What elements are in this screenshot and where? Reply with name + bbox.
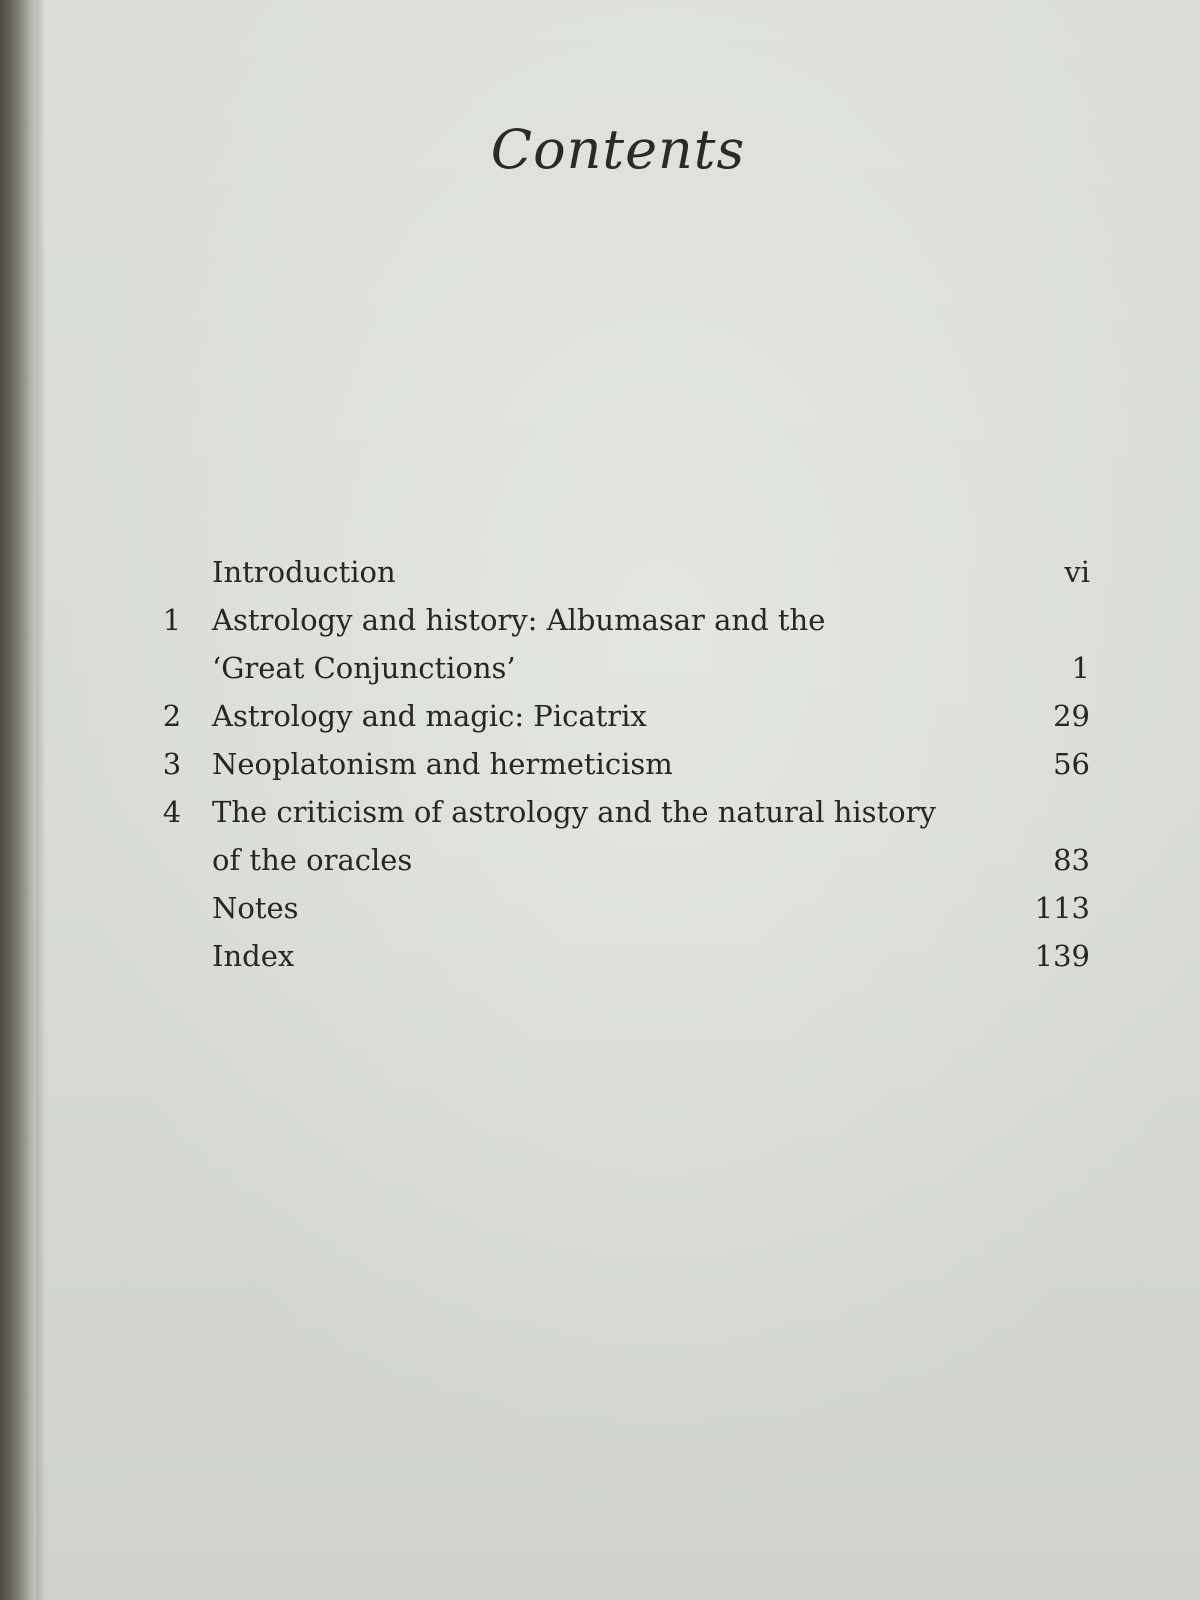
chapter-number: 4 xyxy=(162,795,182,829)
toc-entry-title: Neoplatonism and hermeticism xyxy=(212,747,673,781)
toc-page-number: 29 xyxy=(1053,699,1090,733)
toc-entry-title-continued: of the oracles xyxy=(212,843,413,877)
page-title: Contents xyxy=(490,118,746,181)
toc-entry-chapter-4 xyxy=(160,788,1100,836)
toc-entry-title: Astrology and magic: Picatrix xyxy=(212,699,647,733)
toc-entry-chapter-2 xyxy=(160,692,1100,740)
toc-entry-chapter-1-continued xyxy=(160,644,1100,692)
toc-entry-index xyxy=(160,932,1100,980)
toc-page-number: 113 xyxy=(1034,891,1090,925)
toc-page-number: 56 xyxy=(1053,747,1090,781)
toc-entry-introduction xyxy=(160,548,1100,596)
book-spine-shadow xyxy=(0,0,36,1600)
toc-page-number: 83 xyxy=(1053,843,1090,877)
toc-entry-chapter-3 xyxy=(160,740,1100,788)
toc-entry-title: Astrology and history: Albumasar and the xyxy=(212,603,826,637)
gutter-shadow xyxy=(36,0,46,1600)
toc-entry-title: Index xyxy=(212,939,295,973)
toc-page-number: 1 xyxy=(1071,651,1090,685)
toc-entry-title: Notes xyxy=(212,891,299,925)
toc-entry-title: The criticism of astrology and the natural history xyxy=(212,795,936,829)
chapter-number: 3 xyxy=(162,747,182,781)
chapter-number: 2 xyxy=(162,699,182,733)
toc-page-number: vi xyxy=(1064,555,1090,589)
toc-entry-chapter-1 xyxy=(160,596,1100,644)
toc-entry-notes xyxy=(160,884,1100,932)
toc-entry-chapter-4-continued xyxy=(160,836,1100,884)
table-of-contents xyxy=(160,548,1100,980)
toc-page-number: 139 xyxy=(1034,939,1090,973)
chapter-number: 1 xyxy=(162,603,182,637)
toc-entry-title-continued: ‘Great Conjunctions’ xyxy=(212,651,516,685)
toc-entry-title: Introduction xyxy=(212,555,396,589)
